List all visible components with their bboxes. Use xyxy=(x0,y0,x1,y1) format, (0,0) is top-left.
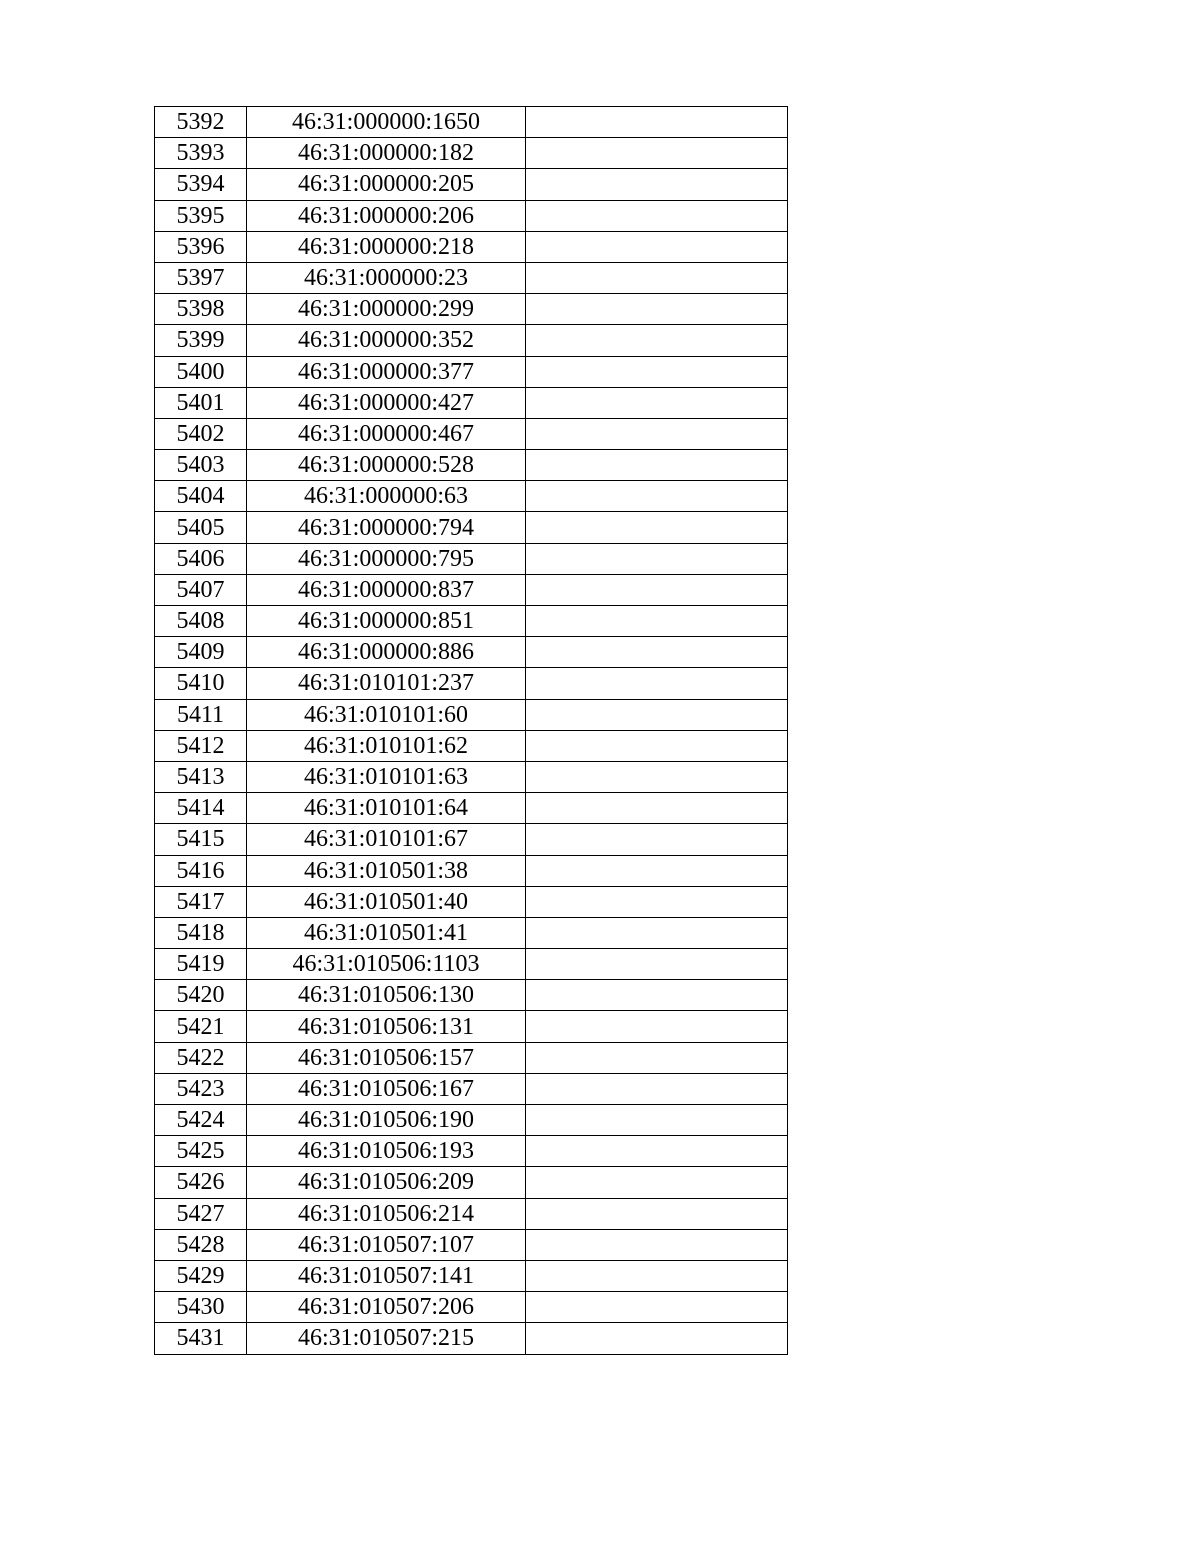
table-row xyxy=(155,574,788,605)
row-number-cell: 5395 xyxy=(155,200,247,231)
empty-cell xyxy=(526,668,788,699)
empty-cell xyxy=(526,949,788,980)
empty-cell xyxy=(526,730,788,761)
empty-cell xyxy=(526,169,788,200)
cadastral-number-cell: 46:31:000000:352 xyxy=(247,325,526,356)
empty-cell xyxy=(526,138,788,169)
cadastral-table xyxy=(154,106,788,1355)
row-number-cell: 5392 xyxy=(155,107,247,138)
cadastral-number-cell: 46:31:010506:131 xyxy=(247,1011,526,1042)
empty-cell xyxy=(526,574,788,605)
table-row xyxy=(155,606,788,637)
empty-cell xyxy=(526,1198,788,1229)
table-row xyxy=(155,1260,788,1291)
cadastral-number-cell: 46:31:000000:795 xyxy=(247,543,526,574)
cadastral-number-cell: 46:31:010501:40 xyxy=(247,886,526,917)
table-row xyxy=(155,699,788,730)
empty-cell xyxy=(526,107,788,138)
table-row xyxy=(155,1136,788,1167)
table-row xyxy=(155,138,788,169)
row-number-cell: 5425 xyxy=(155,1136,247,1167)
row-number-cell: 5411 xyxy=(155,699,247,730)
table-row xyxy=(155,356,788,387)
cadastral-number-cell: 46:31:010501:38 xyxy=(247,855,526,886)
row-number-cell: 5409 xyxy=(155,637,247,668)
empty-cell xyxy=(526,1323,788,1354)
cadastral-number-cell: 46:31:010101:62 xyxy=(247,730,526,761)
cadastral-number-cell: 46:31:000000:23 xyxy=(247,262,526,293)
cadastral-number-cell: 46:31:000000:886 xyxy=(247,637,526,668)
table-row xyxy=(155,949,788,980)
row-number-cell: 5426 xyxy=(155,1167,247,1198)
row-number-cell: 5413 xyxy=(155,761,247,792)
empty-cell xyxy=(526,1167,788,1198)
empty-cell xyxy=(526,231,788,262)
table-row xyxy=(155,325,788,356)
cadastral-number-cell: 46:31:010506:1103 xyxy=(247,949,526,980)
cadastral-number-cell: 46:31:010507:215 xyxy=(247,1323,526,1354)
table-row xyxy=(155,730,788,761)
empty-cell xyxy=(526,824,788,855)
table-row xyxy=(155,1292,788,1323)
empty-cell xyxy=(526,1229,788,1260)
row-number-cell: 5406 xyxy=(155,543,247,574)
row-number-cell: 5403 xyxy=(155,450,247,481)
row-number-cell: 5416 xyxy=(155,855,247,886)
empty-cell xyxy=(526,980,788,1011)
empty-cell xyxy=(526,1292,788,1323)
empty-cell xyxy=(526,1260,788,1291)
row-number-cell: 5405 xyxy=(155,512,247,543)
table-row xyxy=(155,855,788,886)
empty-cell xyxy=(526,262,788,293)
row-number-cell: 5430 xyxy=(155,1292,247,1323)
cadastral-number-cell: 46:31:000000:63 xyxy=(247,481,526,512)
table-row xyxy=(155,793,788,824)
row-number-cell: 5415 xyxy=(155,824,247,855)
table-row xyxy=(155,1323,788,1354)
cadastral-number-cell: 46:31:000000:205 xyxy=(247,169,526,200)
table-row xyxy=(155,668,788,699)
row-number-cell: 5422 xyxy=(155,1042,247,1073)
row-number-cell: 5412 xyxy=(155,730,247,761)
row-number-cell: 5418 xyxy=(155,917,247,948)
row-number-cell: 5414 xyxy=(155,793,247,824)
row-number-cell: 5410 xyxy=(155,668,247,699)
table-row xyxy=(155,262,788,293)
table-row xyxy=(155,543,788,574)
row-number-cell: 5396 xyxy=(155,231,247,262)
cadastral-number-cell: 46:31:000000:206 xyxy=(247,200,526,231)
row-number-cell: 5397 xyxy=(155,262,247,293)
empty-cell xyxy=(526,387,788,418)
row-number-cell: 5419 xyxy=(155,949,247,980)
cadastral-number-cell: 46:31:010507:141 xyxy=(247,1260,526,1291)
row-number-cell: 5404 xyxy=(155,481,247,512)
cadastral-number-cell: 46:31:010506:209 xyxy=(247,1167,526,1198)
cadastral-number-cell: 46:31:000000:837 xyxy=(247,574,526,605)
cadastral-number-cell: 46:31:010101:64 xyxy=(247,793,526,824)
cadastral-number-cell: 46:31:000000:794 xyxy=(247,512,526,543)
cadastral-number-cell: 46:31:000000:182 xyxy=(247,138,526,169)
cadastral-number-cell: 46:31:000000:377 xyxy=(247,356,526,387)
cadastral-number-cell: 46:31:010506:214 xyxy=(247,1198,526,1229)
empty-cell xyxy=(526,1105,788,1136)
empty-cell xyxy=(526,200,788,231)
row-number-cell: 5398 xyxy=(155,294,247,325)
empty-cell xyxy=(526,793,788,824)
table-row xyxy=(155,418,788,449)
row-number-cell: 5408 xyxy=(155,606,247,637)
table-row xyxy=(155,231,788,262)
table-row xyxy=(155,200,788,231)
cadastral-number-cell: 46:31:010101:63 xyxy=(247,761,526,792)
empty-cell xyxy=(526,1042,788,1073)
cadastral-number-cell: 46:31:010506:190 xyxy=(247,1105,526,1136)
table-row xyxy=(155,886,788,917)
table-row xyxy=(155,481,788,512)
table-row xyxy=(155,512,788,543)
table-row xyxy=(155,1198,788,1229)
cadastral-number-cell: 46:31:010506:167 xyxy=(247,1073,526,1104)
cadastral-number-cell: 46:31:010101:60 xyxy=(247,699,526,730)
empty-cell xyxy=(526,1136,788,1167)
cadastral-number-cell: 46:31:000000:427 xyxy=(247,387,526,418)
empty-cell xyxy=(526,418,788,449)
empty-cell xyxy=(526,761,788,792)
row-number-cell: 5407 xyxy=(155,574,247,605)
cadastral-number-cell: 46:31:000000:851 xyxy=(247,606,526,637)
table-row xyxy=(155,107,788,138)
cadastral-number-cell: 46:31:010501:41 xyxy=(247,917,526,948)
empty-cell xyxy=(526,294,788,325)
table-row xyxy=(155,294,788,325)
empty-cell xyxy=(526,450,788,481)
row-number-cell: 5417 xyxy=(155,886,247,917)
cadastral-number-cell: 46:31:000000:1650 xyxy=(247,107,526,138)
table-row xyxy=(155,917,788,948)
row-number-cell: 5423 xyxy=(155,1073,247,1104)
table-row xyxy=(155,387,788,418)
cadastral-number-cell: 46:31:000000:218 xyxy=(247,231,526,262)
cadastral-number-cell: 46:31:010507:206 xyxy=(247,1292,526,1323)
row-number-cell: 5399 xyxy=(155,325,247,356)
row-number-cell: 5431 xyxy=(155,1323,247,1354)
empty-cell xyxy=(526,356,788,387)
empty-cell xyxy=(526,325,788,356)
row-number-cell: 5401 xyxy=(155,387,247,418)
empty-cell xyxy=(526,606,788,637)
table-row xyxy=(155,1073,788,1104)
cadastral-number-cell: 46:31:010506:130 xyxy=(247,980,526,1011)
table-row xyxy=(155,824,788,855)
row-number-cell: 5421 xyxy=(155,1011,247,1042)
cadastral-number-cell: 46:31:010101:237 xyxy=(247,668,526,699)
row-number-cell: 5402 xyxy=(155,418,247,449)
table-row xyxy=(155,637,788,668)
row-number-cell: 5400 xyxy=(155,356,247,387)
cadastral-number-cell: 46:31:010507:107 xyxy=(247,1229,526,1260)
row-number-cell: 5420 xyxy=(155,980,247,1011)
table-row xyxy=(155,1042,788,1073)
empty-cell xyxy=(526,637,788,668)
cadastral-number-cell: 46:31:010506:157 xyxy=(247,1042,526,1073)
cadastral-number-cell: 46:31:000000:299 xyxy=(247,294,526,325)
cadastral-number-cell: 46:31:000000:467 xyxy=(247,418,526,449)
empty-cell xyxy=(526,481,788,512)
empty-cell xyxy=(526,886,788,917)
empty-cell xyxy=(526,543,788,574)
table-row xyxy=(155,450,788,481)
row-number-cell: 5424 xyxy=(155,1105,247,1136)
empty-cell xyxy=(526,512,788,543)
row-number-cell: 5427 xyxy=(155,1198,247,1229)
row-number-cell: 5428 xyxy=(155,1229,247,1260)
cadastral-number-cell: 46:31:000000:528 xyxy=(247,450,526,481)
cadastral-number-cell: 46:31:010506:193 xyxy=(247,1136,526,1167)
empty-cell xyxy=(526,917,788,948)
empty-cell xyxy=(526,1011,788,1042)
row-number-cell: 5393 xyxy=(155,138,247,169)
cadastral-number-cell: 46:31:010101:67 xyxy=(247,824,526,855)
row-number-cell: 5394 xyxy=(155,169,247,200)
row-number-cell: 5429 xyxy=(155,1260,247,1291)
table-row xyxy=(155,1167,788,1198)
table-row xyxy=(155,980,788,1011)
empty-cell xyxy=(526,699,788,730)
table-row xyxy=(155,1011,788,1042)
empty-cell xyxy=(526,1073,788,1104)
table-row xyxy=(155,1229,788,1260)
table-body xyxy=(155,107,788,1355)
table-row xyxy=(155,761,788,792)
empty-cell xyxy=(526,855,788,886)
table-row xyxy=(155,1105,788,1136)
table-row xyxy=(155,169,788,200)
